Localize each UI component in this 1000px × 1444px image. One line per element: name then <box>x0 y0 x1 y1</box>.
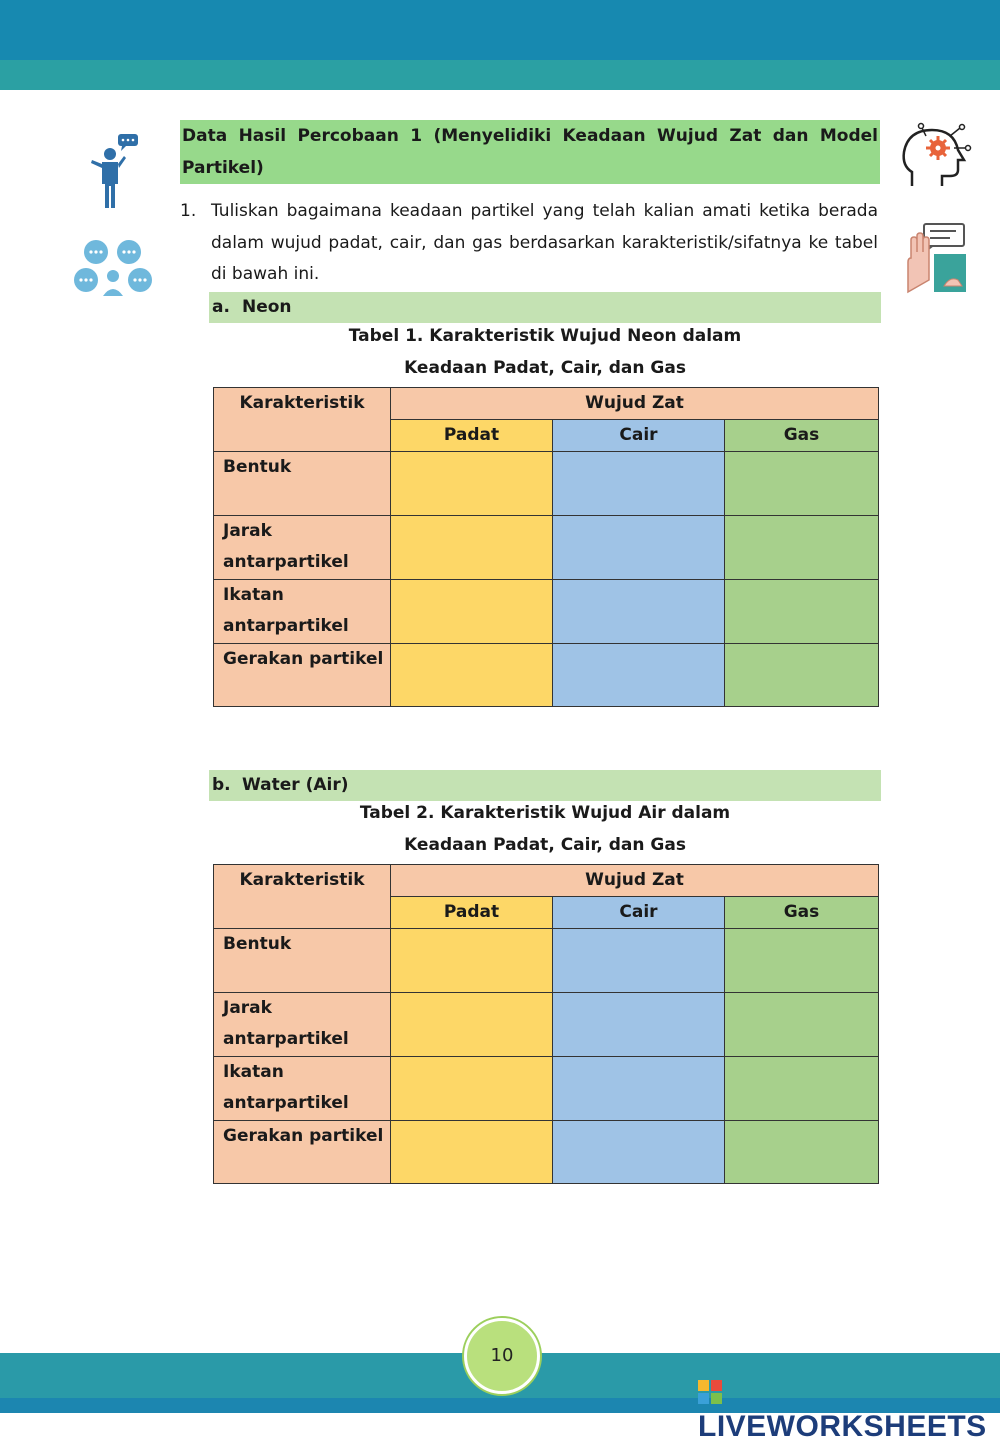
row-label <box>214 515 391 579</box>
answer-cell-padat[interactable] <box>391 515 553 579</box>
table-2-caption <box>209 798 881 861</box>
row-label <box>214 452 391 516</box>
row-label-line1: Gerakan partikel <box>223 1125 384 1146</box>
table-2 <box>213 864 879 1184</box>
speaker-person-icon <box>86 130 142 210</box>
brand-logo[interactable] <box>698 1376 1000 1444</box>
answer-cell-gas[interactable] <box>725 1120 879 1184</box>
row-label <box>214 992 391 1056</box>
row-label <box>214 929 391 993</box>
header-bar <box>0 0 1000 60</box>
row-label <box>214 579 391 643</box>
answer-cell-padat[interactable] <box>391 579 553 643</box>
row-label <box>214 1120 391 1184</box>
row-label-line1: Ikatan <box>223 1061 284 1082</box>
answer-cell-padat[interactable] <box>391 929 553 993</box>
part-b-label: b. <box>212 775 231 795</box>
row-label-line1: Bentuk <box>223 934 292 954</box>
row-label-line2: antarpartikel <box>223 552 349 572</box>
answer-cell-padat[interactable] <box>391 1120 553 1184</box>
table-2-group-header: Wujud Zat <box>391 865 879 897</box>
table-row <box>214 643 879 707</box>
answer-cell-gas[interactable] <box>725 515 879 579</box>
answer-cell-padat[interactable] <box>391 643 553 707</box>
row-label-line2: antarpartikel <box>223 1093 349 1113</box>
answer-cell-padat[interactable] <box>391 992 553 1056</box>
answer-cell-gas[interactable] <box>725 929 879 993</box>
row-label-line2: antarpartikel <box>223 616 349 636</box>
answer-cell-gas[interactable] <box>725 643 879 707</box>
answer-cell-gas[interactable] <box>725 452 879 516</box>
table-1-header-padat: Padat <box>391 420 553 452</box>
raised-hand-icon <box>898 222 972 294</box>
table-1-caption <box>209 321 881 384</box>
table-1-header-gas: Gas <box>725 420 879 452</box>
answer-cell-cair[interactable] <box>553 1056 725 1120</box>
answer-cell-cair[interactable] <box>553 579 725 643</box>
table-2-caption-line1: Tabel 2. Karakteristik Wujud Air dalam <box>359 803 731 823</box>
answer-cell-padat[interactable] <box>391 452 553 516</box>
table-2-header-cair: Cair <box>553 897 725 929</box>
table-1-header-cair: Cair <box>553 420 725 452</box>
answer-cell-gas[interactable] <box>725 992 879 1056</box>
table-1 <box>213 387 879 707</box>
part-b-title: Water (Air) <box>242 775 349 795</box>
table-1-caption-line2: Keadaan Padat, Cair, dan Gas <box>404 357 686 378</box>
table-row <box>214 579 879 643</box>
row-label <box>214 643 391 707</box>
answer-cell-gas[interactable] <box>725 579 879 643</box>
part-b-heading <box>209 770 881 801</box>
table-2-header-gas: Gas <box>725 897 879 929</box>
question-number: 1. <box>180 201 197 221</box>
table-row <box>214 452 879 516</box>
answer-cell-cair[interactable] <box>553 515 725 579</box>
answer-cell-cair[interactable] <box>553 1120 725 1184</box>
row-label-line1: Gerakan partikel <box>223 648 384 669</box>
table-row <box>214 1120 879 1184</box>
row-label-line1: Bentuk <box>223 457 292 477</box>
table-1-caption-line1: Tabel 1. Karakteristik Wujud Neon dalam <box>348 326 742 346</box>
row-label-line1: Jarak <box>223 520 272 541</box>
answer-cell-cair[interactable] <box>553 643 725 707</box>
row-label-line1: Jarak <box>223 997 272 1018</box>
section-title: Data Hasil Percobaan 1 (Menyelidiki Keadaan Wujud Zat dan Model Partikel) <box>180 120 880 184</box>
answer-cell-cair[interactable] <box>553 452 725 516</box>
answer-cell-cair[interactable] <box>553 929 725 993</box>
answer-cell-gas[interactable] <box>725 1056 879 1120</box>
part-a-title: Neon <box>242 297 292 317</box>
brand-mark-icon <box>698 1380 722 1404</box>
row-label <box>214 1056 391 1120</box>
table-2-header-padat: Padat <box>391 897 553 929</box>
discussion-group-icon <box>72 238 156 298</box>
table-1-characteristic-header: Karakteristik <box>214 388 391 452</box>
table-row <box>214 929 879 993</box>
brand-name: LIVEWORKSHEETS <box>698 1410 987 1443</box>
table-2-characteristic-header: Karakteristik <box>214 865 391 929</box>
brain-gear-icon <box>898 122 972 196</box>
answer-cell-cair[interactable] <box>553 992 725 1056</box>
answer-cell-padat[interactable] <box>391 1056 553 1120</box>
row-label-line1: Ikatan <box>223 584 284 605</box>
question-text: Tuliskan bagaimana keadaan partikel yang telah kalian amati ketika berada dalam wujud padat, cair, dan gas berdasarkan karakteristik/sifatnya ke tabel di bawah ini. <box>211 201 878 284</box>
table-row <box>214 1056 879 1120</box>
header-stripe <box>0 60 1000 90</box>
page-number: 10 <box>464 1318 540 1394</box>
table-row <box>214 992 879 1056</box>
row-label-line2: antarpartikel <box>223 1029 349 1049</box>
table-row <box>214 515 879 579</box>
table-2-caption-line2: Keadaan Padat, Cair, dan Gas <box>404 834 686 855</box>
part-a-label: a. <box>212 297 230 317</box>
part-a-heading <box>209 292 881 323</box>
table-1-group-header: Wujud Zat <box>391 388 879 420</box>
